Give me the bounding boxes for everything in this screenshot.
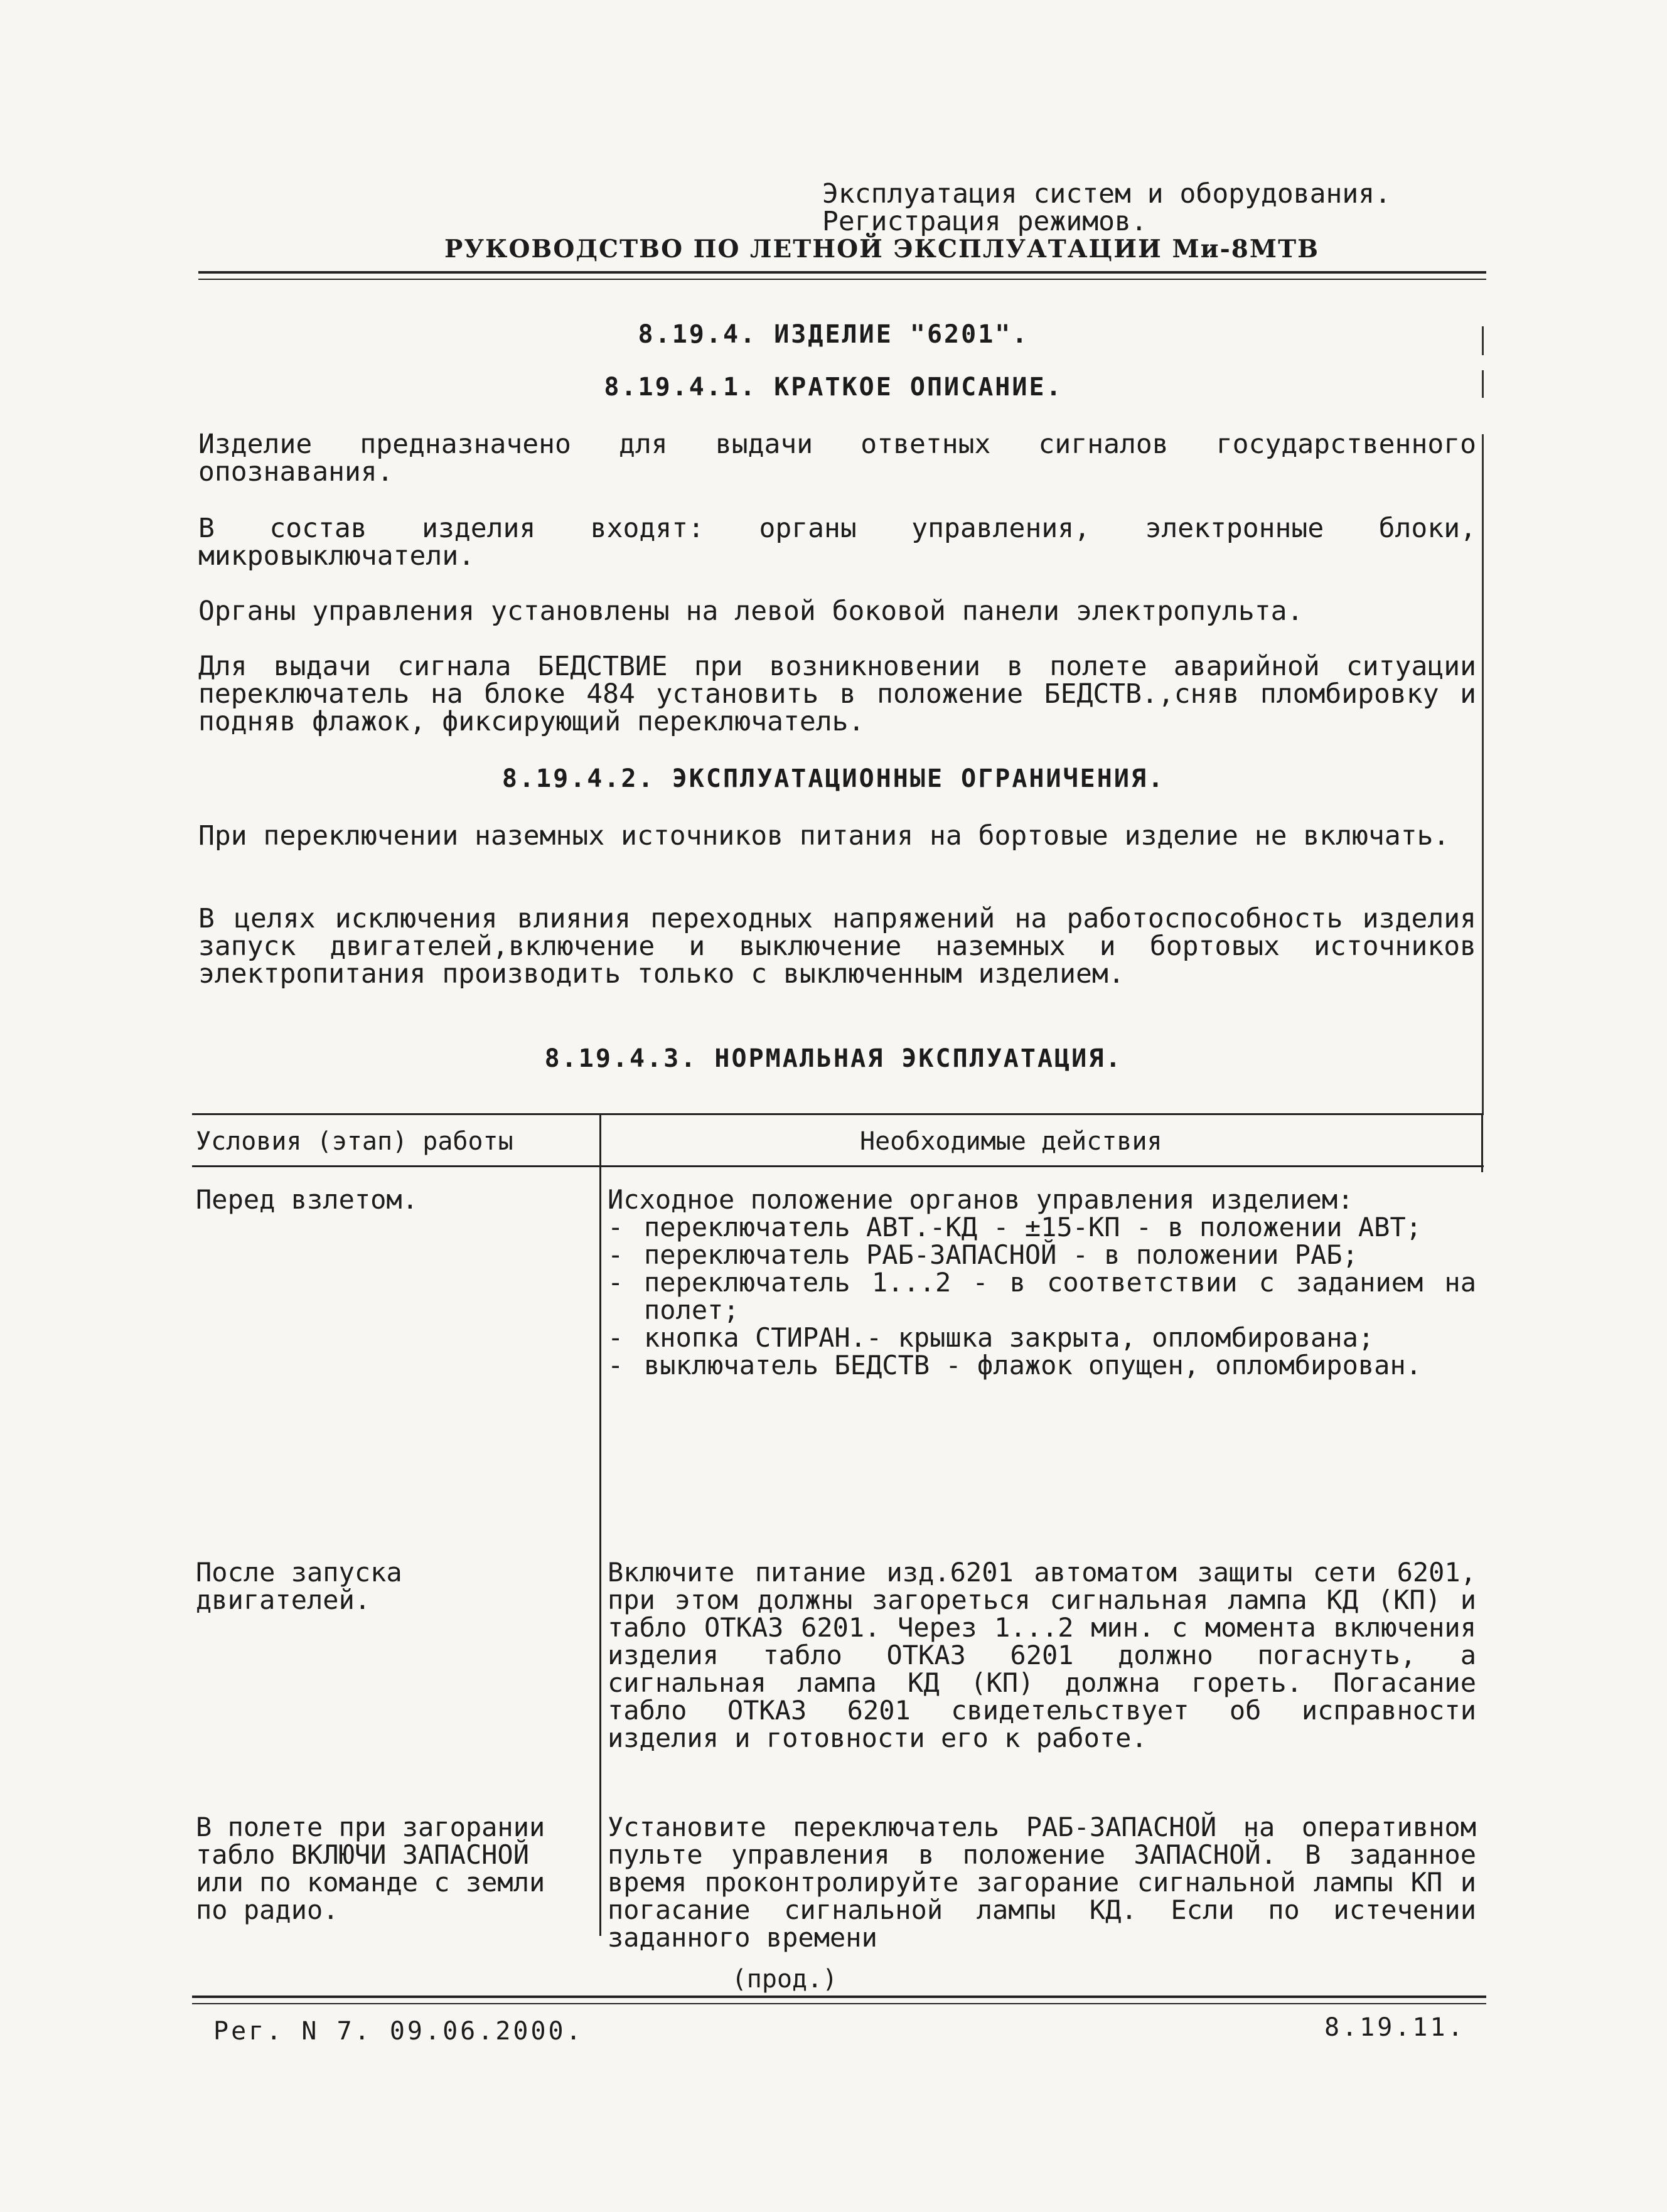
document-title: РУКОВОДСТВО ПО ЛЕТНОЙ ЭКСПЛУАТАЦИИ Ми-8МТВ — [444, 235, 1320, 264]
subsection-3-title: 8.19.4.3. НОРМАЛЬНАЯ ЭКСПЛУАТАЦИЯ. — [544, 1044, 1123, 1073]
header-line-1: Эксплуатация систем и оборудования. — [822, 178, 1391, 210]
paragraph: Органы управления установлены на левой боковой панели электропульта. — [198, 596, 1304, 627]
continuation-note: (прод.) — [731, 1965, 838, 1994]
footer-rule-bottom — [192, 2003, 1486, 2004]
table-header-actions: Необходимые действия — [860, 1127, 1162, 1156]
header-line-2: Регистрация режимов. — [822, 206, 1147, 237]
list-item: - переключатель АВТ.-КД - ±15-КП - в положении АВТ; — [608, 1214, 1476, 1241]
header-rule-bottom — [198, 279, 1486, 280]
table-cell-condition: Перед взлетом. — [196, 1184, 419, 1215]
list-item: - выключатель БЕДСТВ - флажок опущен, опломбирован. — [608, 1352, 1476, 1379]
list-item-text: переключатель 1...2 - в соответствии с заданием на полет; — [644, 1267, 1476, 1325]
table-cell-action: Включите питание изд.6201 автоматом защиты сети 6201, при этом должны загореться сигнальная лампа КД (КП) и табло ОТКАЗ 6201. Через 1...2 мин. с момента включения изделия табло ОТКАЗ 6201 должно погаснуть, а сигнальная лампа КД (КП) должна гореть. Погасание табло ОТКАЗ 6201 свидетельствует об исправности изделия и готовности его к работе. — [608, 1557, 1476, 1753]
table-border-top — [192, 1113, 1484, 1115]
list-item: - переключатель РАБ-ЗАПАСНОЙ - в положении РАБ; — [608, 1241, 1476, 1269]
subsection-2-title: 8.19.4.2. ЭКСПЛУАТАЦИОННЫЕ ОГРАНИЧЕНИЯ. — [501, 764, 1166, 793]
paragraph: В состав изделия входят: органы управления, электронные блоки, микровыключатели. — [198, 513, 1476, 572]
table-border-right — [1481, 1113, 1483, 1172]
table-header-conditions: Условия (этап) работы — [196, 1127, 513, 1156]
list-item: - кнопка СТИРАН.- крышка закрыта, опломбирована; — [608, 1324, 1476, 1352]
paragraph: Для выдачи сигнала БЕДСТВИЕ при возникновении в полете аварийной ситуации переключатель на блоке 484 установить в положение БЕДСТВ.,сняв пломбировку и подняв флажок, фиксирующий переключатель. — [198, 651, 1476, 737]
list-item-text: переключатель АВТ.-КД - ±15-КП - в положении АВТ; — [644, 1212, 1422, 1242]
list-item-text: выключатель БЕДСТВ - флажок опущен, опломбирован. — [644, 1350, 1422, 1381]
table-cell-action — [608, 1186, 1476, 1379]
list-item-text: переключатель РАБ-ЗАПАСНОЙ - в положении РАБ; — [644, 1239, 1358, 1270]
page-number: 8.19.11. — [1324, 2013, 1466, 2042]
table-cell-action: Установите переключатель РАБ-ЗАПАСНОЙ на оперативном пульте управления в положение ЗАПАСНОЙ. В заданное время проконтролируйте загорание сигнальной лампы КП и погасание сигнальной лампы КД. Если по истечении заданного времени — [608, 1812, 1476, 1953]
registration-number: Рег. N 7. 09.06.2000. — [213, 2017, 584, 2046]
list-item: - переключатель 1...2 - в соответствии с заданием на полет; — [608, 1267, 1476, 1325]
table-cell-condition: После запуска двигателей. — [196, 1557, 402, 1615]
paragraph: Изделие предназначено для выдачи ответных сигналов государственного опознавания. — [198, 429, 1476, 488]
paragraph: В целях исключения влияния переходных напряжений на работоспособность изделия запуск двигателей,включение и выключение наземных и бортовых источников электропитания производить только с выключенным изделием. — [198, 903, 1476, 990]
action-intro: Исходное положение органов управления изделием: — [608, 1184, 1354, 1215]
footer-rule-top — [192, 1996, 1486, 1998]
table-column-divider — [599, 1113, 601, 1936]
list-item-text: кнопка СТИРАН.- крышка закрыта, опломбирована; — [644, 1322, 1375, 1353]
header-rule-top — [198, 271, 1486, 274]
table-cell-condition: В полете при загорании табло ВКЛЮЧИ ЗАПАСНОЙ или по команде с земли по радио. — [196, 1812, 545, 1925]
subsection-1-title: 8.19.4.1. КРАТКОЕ ОПИСАНИЕ. — [604, 373, 1063, 402]
table-header-divider — [192, 1165, 1484, 1167]
paragraph: При переключении наземных источников питания на бортовые изделие не включать. — [198, 820, 1450, 852]
section-title: 8.19.4. ИЗДЕЛИЕ "6201". — [638, 320, 1029, 349]
